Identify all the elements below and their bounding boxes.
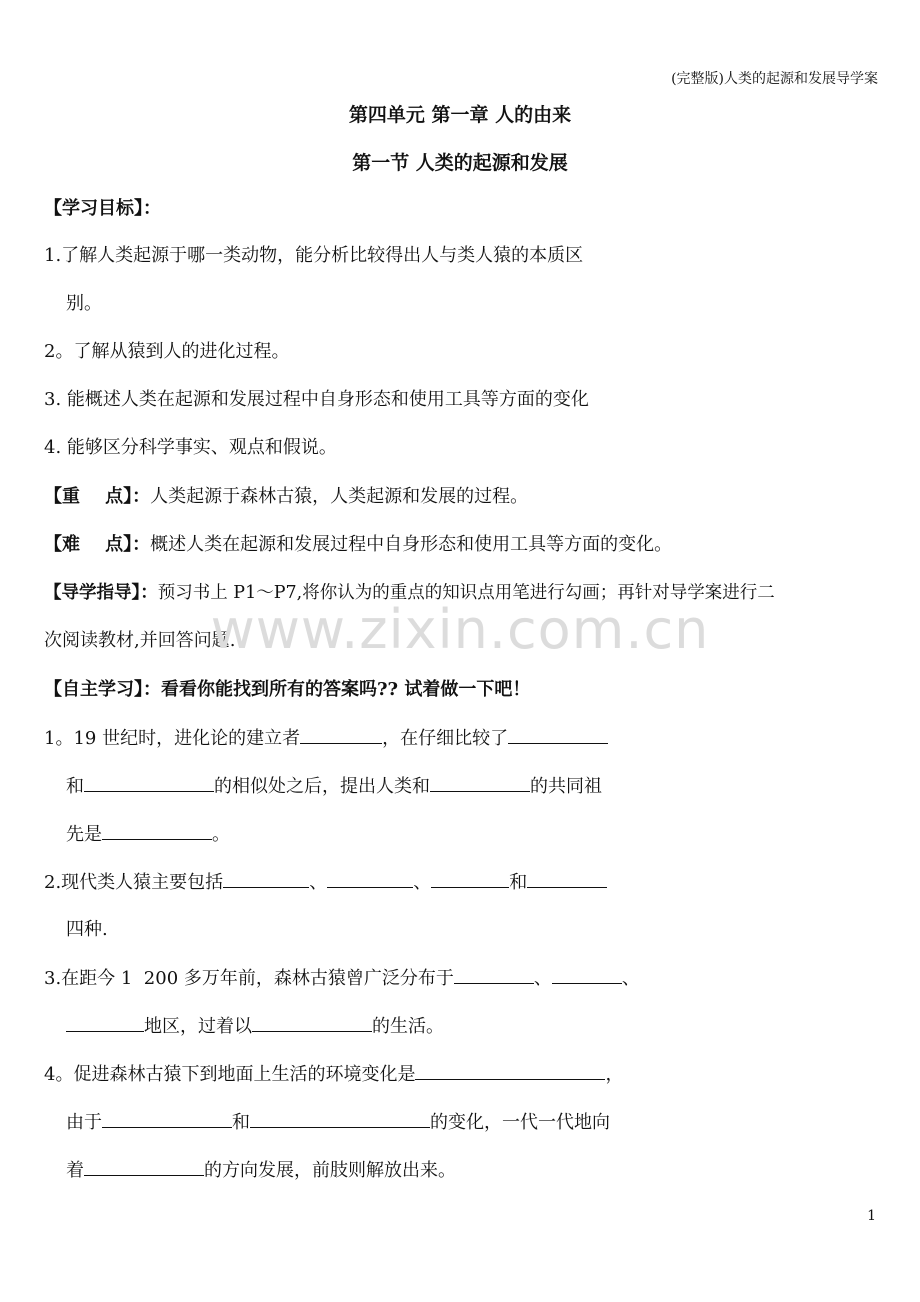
q4-text: 的方向发展，前肢则解放出来。 (204, 1160, 456, 1181)
question-3-line-2 (66, 1014, 444, 1039)
q1-text: 的相似处之后，提出人类和 (214, 776, 430, 797)
question-1-line-2 (66, 774, 602, 799)
objectives-heading: 【学习目标】： (44, 198, 161, 219)
answer-blank[interactable] (552, 966, 622, 984)
key-point-text: 人类起源于森林古猿，人类起源和发展的过程。 (150, 486, 529, 507)
q2-text: 、 (413, 872, 432, 893)
q4-text: 着 (66, 1160, 84, 1181)
answer-blank[interactable] (102, 822, 212, 840)
watermark: www.zixin.com.cn (210, 598, 710, 661)
question-2-line-2: 四种. (66, 919, 108, 940)
answer-blank[interactable] (454, 966, 534, 984)
section-title: 第一节 人类的起源和发展 (352, 152, 568, 174)
q1-text: ，在仔细比较了 (382, 728, 509, 749)
difficult-point-text: 概述人类在起源和发展过程中自身形态和使用工具等方面的变化。 (150, 534, 673, 555)
question-3-line-1 (44, 966, 640, 991)
guide-label: 【导学指导】： (44, 583, 158, 603)
answer-blank[interactable] (84, 774, 214, 792)
answer-blank[interactable] (430, 774, 530, 792)
q2-text: 、 (309, 872, 328, 893)
guide-text: 预习书上 P1～P7,将你认为的重点的知识点用笔进行勾画；再针对导学案进行二 (157, 583, 775, 603)
q4-text: 由于 (66, 1112, 102, 1133)
answer-blank[interactable] (327, 870, 413, 888)
answer-blank[interactable] (102, 1110, 232, 1128)
objective-item: 别。 (66, 293, 102, 314)
question-1-line-3 (66, 822, 230, 847)
q2-text: 和 (509, 872, 528, 893)
objective-item: 1.了解人类起源于哪一类动物，能分析比较得出人与类人猿的本质区 (44, 245, 584, 266)
answer-blank[interactable] (84, 1158, 204, 1176)
answer-blank[interactable] (250, 1110, 430, 1128)
q3-text: 的生活。 (372, 1016, 444, 1037)
header-doc-title: (完整版)人类的起源和发展导学案 (671, 71, 878, 87)
question-4-line-2 (66, 1110, 610, 1135)
key-point (44, 485, 528, 509)
answer-blank[interactable] (252, 1014, 372, 1032)
key-point-label: 【重 点】： (44, 486, 151, 507)
question-4-line-1 (44, 1062, 623, 1087)
q2-text: 2.现代类人猿主要包括 (44, 872, 224, 893)
answer-blank[interactable] (223, 870, 309, 888)
q4-text: ， (605, 1064, 624, 1085)
q3-text: 地区，过着以 (144, 1016, 252, 1037)
q1-text: 1。19 世纪时，进化论的建立者 (44, 728, 301, 749)
unit-title: 第四单元 第一章 人的由来 (348, 104, 572, 126)
objective-item: 2。了解从猿到人的进化过程。 (44, 341, 290, 362)
question-4-line-3 (66, 1158, 456, 1183)
self-study-label: 【自主学习】： (44, 679, 161, 700)
answer-blank[interactable] (300, 726, 382, 744)
answer-blank[interactable] (66, 1014, 144, 1032)
q3-text: 、 (621, 968, 640, 989)
q1-text: 。 (212, 824, 230, 845)
self-study (44, 678, 530, 702)
answer-blank[interactable] (508, 726, 608, 744)
difficult-point-label: 【难 点】： (44, 534, 151, 555)
answer-blank[interactable] (415, 1062, 605, 1080)
q4-text: 和 (232, 1112, 250, 1133)
difficult-point (44, 533, 672, 557)
q1-text: 先是 (66, 824, 102, 845)
q4-text: 的变化，一代一代地向 (430, 1112, 610, 1133)
q4-text: 4。促进森林古猿下到地面上生活的环境变化是 (44, 1064, 416, 1085)
q1-text: 的共同祖 (530, 776, 602, 797)
objective-item: 4. 能够区分科学事实、观点和假说。 (44, 437, 337, 458)
objective-item: 3. 能概述人类在起源和发展过程中自身形态和使用工具等方面的变化 (44, 389, 589, 410)
self-study-text: 看看你能找到所有的答案吗?? 试着做一下吧！ (161, 679, 531, 700)
guide-text-2: 次阅读教材,并回答问题. (44, 630, 236, 651)
q1-text: 和 (66, 776, 84, 797)
answer-blank[interactable] (527, 870, 607, 888)
question-2-line-1 (44, 870, 607, 895)
q3-text: 3.在距今 1 200 多万年前，森林古猿曾广泛分布于 (44, 968, 454, 989)
question-1-line-1 (44, 726, 608, 751)
q3-text: 、 (533, 968, 552, 989)
page-number: 1 (867, 1208, 876, 1224)
answer-blank[interactable] (431, 870, 509, 888)
